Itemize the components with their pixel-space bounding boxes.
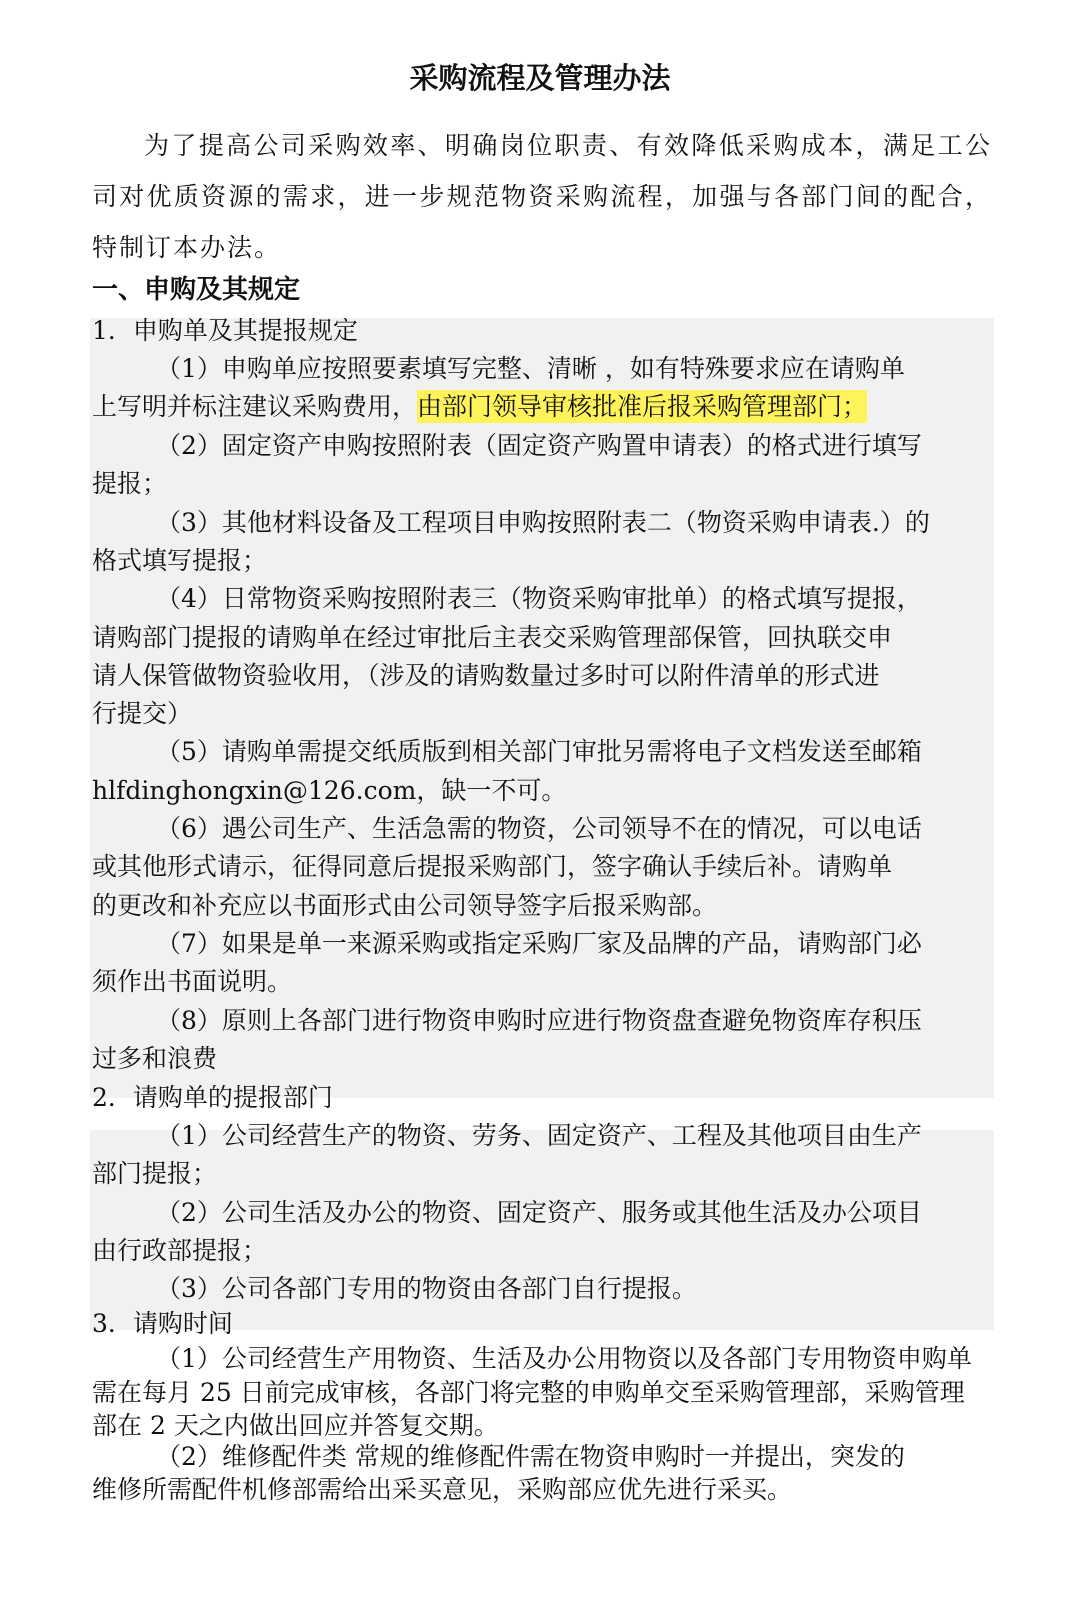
text-line: （5）请购单需提交纸质版到相关部门审批另需将电子文档发送至邮箱	[156, 737, 922, 766]
text-line: 格式填写提报；	[92, 546, 268, 575]
text-line: 需在每月 25 日前完成审核，各部门将完整的申购单交至采购管理部，采购管理	[92, 1378, 965, 1407]
text-line: （2）维修配件类 常规的维修配件需在物资申购时一并提出，突发的	[156, 1442, 905, 1471]
highlighted-text: 由部门领导审核批准后报采购管理部门；	[417, 392, 868, 421]
text-span: 上写明并标注建议采购费用，	[92, 392, 418, 421]
intro-paragraph: 为了提高公司采购效率、明确岗位职责、有效降低采购成本，满足工公司对优质资源的需求，进一步规范物资采购流程，加强与各部门间的配合，特制订本办法。	[92, 131, 992, 262]
text-line: 须作出书面说明。	[92, 967, 293, 996]
text-line	[92, 389, 867, 425]
text-line: 请人保管做物资验收用，（涉及的请购数量过多时可以附件清单的形式进	[92, 661, 880, 690]
section-heading: 一、申购及其规定	[92, 275, 301, 305]
text-line: 由行政部提报；	[92, 1236, 268, 1265]
text-line: 行提交）	[92, 699, 193, 728]
subsection-heading: 1．申购单及其提报规定	[92, 316, 358, 345]
text-line: （8）原则上各部门进行物资申购时应进行物资盘查避免物资库存积压	[156, 1006, 922, 1035]
text-line: hlfdinghongxin@126.com，缺一不可。	[92, 776, 567, 805]
text-line: （3）公司各部门专用的物资由各部门自行提报。	[156, 1274, 697, 1303]
text-line: （7）如果是单一来源采购或指定采购厂家及品牌的产品，请购部门必	[156, 929, 922, 958]
text-line: （2）公司生活及办公的物资、固定资产、服务或其他生活及办公项目	[156, 1198, 922, 1227]
text-line: （1）申购单应按照要素填写完整、清晰 ，如有特殊要求应在请购单	[156, 354, 905, 383]
text-line: （1）公司经营生产用物资、生活及办公用物资以及各部门专用物资申购单	[156, 1344, 972, 1373]
subsection-heading: 3．请购时间	[92, 1309, 233, 1338]
text-line: （1）公司经营生产的物资、劳务、固定资产、工程及其他项目由生产	[156, 1121, 922, 1150]
text-line: （4）日常物资采购按照附表三（物资采购审批单）的格式填写提报，	[156, 584, 922, 613]
text-line: 或其他形式请示，征得同意后提报采购部门，签字确认手续后补。请购单	[92, 852, 893, 881]
text-line: 过多和浪费	[92, 1044, 218, 1073]
text-line: 维修所需配件机修部需给出采买意见，采购部应优先进行采买。	[92, 1475, 793, 1504]
text-line: 提报；	[92, 469, 168, 498]
text-line: （2）固定资产申购按照附表（固定资产购置申请表）的格式进行填写	[156, 431, 922, 460]
text-line: 部门提报；	[92, 1159, 218, 1188]
page-title: 采购流程及管理办法	[409, 61, 671, 95]
text-line: 部在 2 天之内做出回应并答复交期。	[92, 1411, 499, 1440]
text-line: （3）其他材料设备及工程项目申购按照附表二（物资采购申请表.）的	[156, 508, 930, 537]
text-line: 请购部门提报的请购单在经过审批后主表交采购管理部保管，回执联交申	[92, 623, 893, 652]
text-line: （6）遇公司生产、生活急需的物资，公司领导不在的情况，可以电话	[156, 814, 922, 843]
text-line: 的更改和补充应以书面形式由公司领导签字后报采购部。	[92, 891, 718, 920]
subsection-heading: 2．请购单的提报部门	[92, 1083, 333, 1112]
